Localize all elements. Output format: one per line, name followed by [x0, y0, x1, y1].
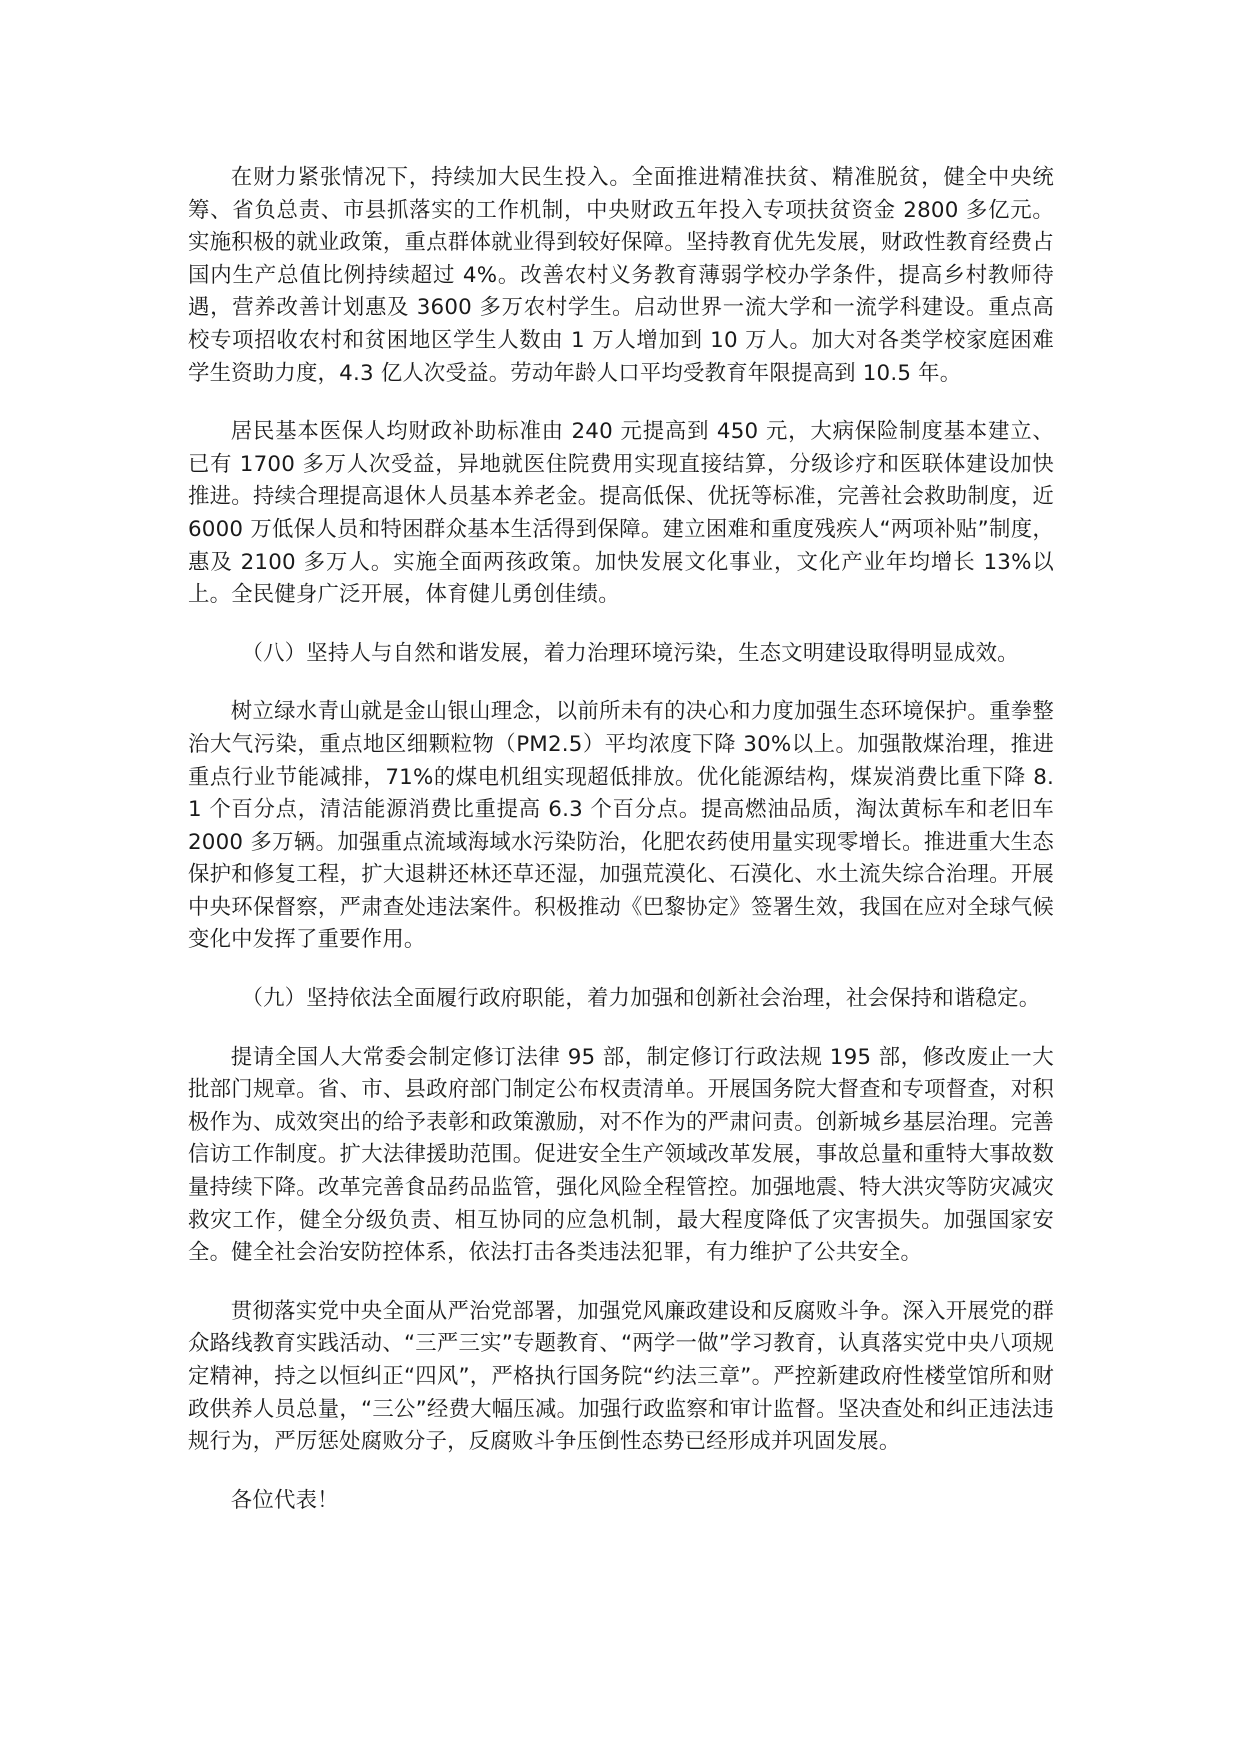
paragraph-closing-address: 各位代表！ [230, 1487, 339, 1513]
paragraph-livelihood-investment: 在财力紧张情况下，持续加大民生投入。全面推进精准扶贫、精准脱贫，健全中央统筹、省负总责、市县抓落实的工作机制，中央财政五年投入专项扶贫资金 2800 多亿元。实施积极的就业政策，重点群体就业得到较好保障。坚持教育优先发展，财政性教育经费占国内生产总值比例持续超过 4%。改善农村义务教育薄弱学校办学条件，提高乡村教师待遇，营养改善计划惠及 3600 多万农村学生。启动世界一流大学和一流学科建设。重点高校专项招收农村和贫困地区学生人数由 1 万人增加到 10 万人。加大对各类学校家庭困难学生资助力度，4.3 亿人次受益。劳动年龄人口平均受教育年限提高到 10.5 年。 [188, 165, 1054, 386]
paragraph-rule-of-law: 提请全国人大常委会制定修订法律 95 部，制定修订行政法规 195 部，修改废止一大批部门规章。省、市、县政府部门制定公布权责清单。开展国务院大督查和专项督查，对积极作为、成效突出的给予表彰和政策激励，对不作为的严肃问责。创新城乡基层治理。完善信访工作制度。扩大法律援助范围。促进安全生产领域改革发展，事故总量和重特大事故数量持续下降。改革完善食品药品监管，强化风险全程管控。加强地震、特大洪灾等防灾减灾救灾工作，健全分级负责、相互协同的应急机制，最大程度降低了灾害损失。加强国家安全。健全社会治安防控体系，依法打击各类违法犯罪，有力维护了公共安全。 [188, 1044, 1054, 1266]
paragraph-medical-insurance: 居民基本医保人均财政补助标准由 240 元提高到 450 元，大病保险制度基本建立、已有 1700 多万人次受益，异地就医住院费用实现直接结算，分级诊疗和医联体建设加快推进。持续合理提高退休人员基本养老金。提高低保、优抚等标准，完善社会救助制度，近 6000 万低保人员和特困群众基本生活得到保障。建立困难和重度残疾人“两项补贴”制度，惠及 2100 多万人。实施全面两孩政策。加快发展文化事业，文化产业年均增长 13%以上。全民健身广泛开展，体育健儿勇创佳绩。 [188, 419, 1054, 608]
document-body [188, 162, 1054, 1543]
paragraph-anti-corruption: 贯彻落实党中央全面从严治党部署，加强党风廉政建设和反腐败斗争。深入开展党的群众路线教育实践活动、“三严三实”专题教育、“两学一做”学习教育，认真落实党中央八项规定精神，持之以恒纠正“四风”，严格执行国务院“约法三章”。严控新建政府性楼堂馆所和财政供养人员总量，“三公”经费大幅压减。加强行政监察和审计监督。坚决查处和纠正违法违规行为，严厉惩处腐败分子，反腐败斗争压倒性态势已经形成并巩固发展。 [188, 1298, 1054, 1455]
paragraph-ecological-protection: 树立绿水青山就是金山银山理念，以前所未有的决心和力度加强生态环境保护。重拳整治大气污染，重点地区细颗粒物（PM2.5）平均浓度下降 30%以上。加强散煤治理，推进重点行业节能减排，71%的煤电机组实现超低排放。优化能源结构，煤炭消费比重下降 8.1 个百分点，清洁能源消费比重提高 6.3 个百分点。提高燃油品质，淘汰黄标车和老旧车 2000 多万辆。加强重点流域海域水污染防治，化肥农药使用量实现零增长。推进重大生态保护和修复工程，扩大退耕还林还草还湿，加强荒漠化、石漠化、水土流失综合治理。开展中央环保督察，严肃查处违法案件。积极推动《巴黎协定》签署生效，我国在应对全球气候变化中发挥了重要作用。 [188, 699, 1054, 953]
section-heading-nine: （九）坚持依法全面履行政府职能，着力加强和创新社会治理，社会保持和谐稳定。 [241, 986, 1041, 1012]
section-heading-eight: （八）坚持人与自然和谐发展，着力治理环境污染，生态文明建设取得明显成效。 [241, 640, 1019, 666]
